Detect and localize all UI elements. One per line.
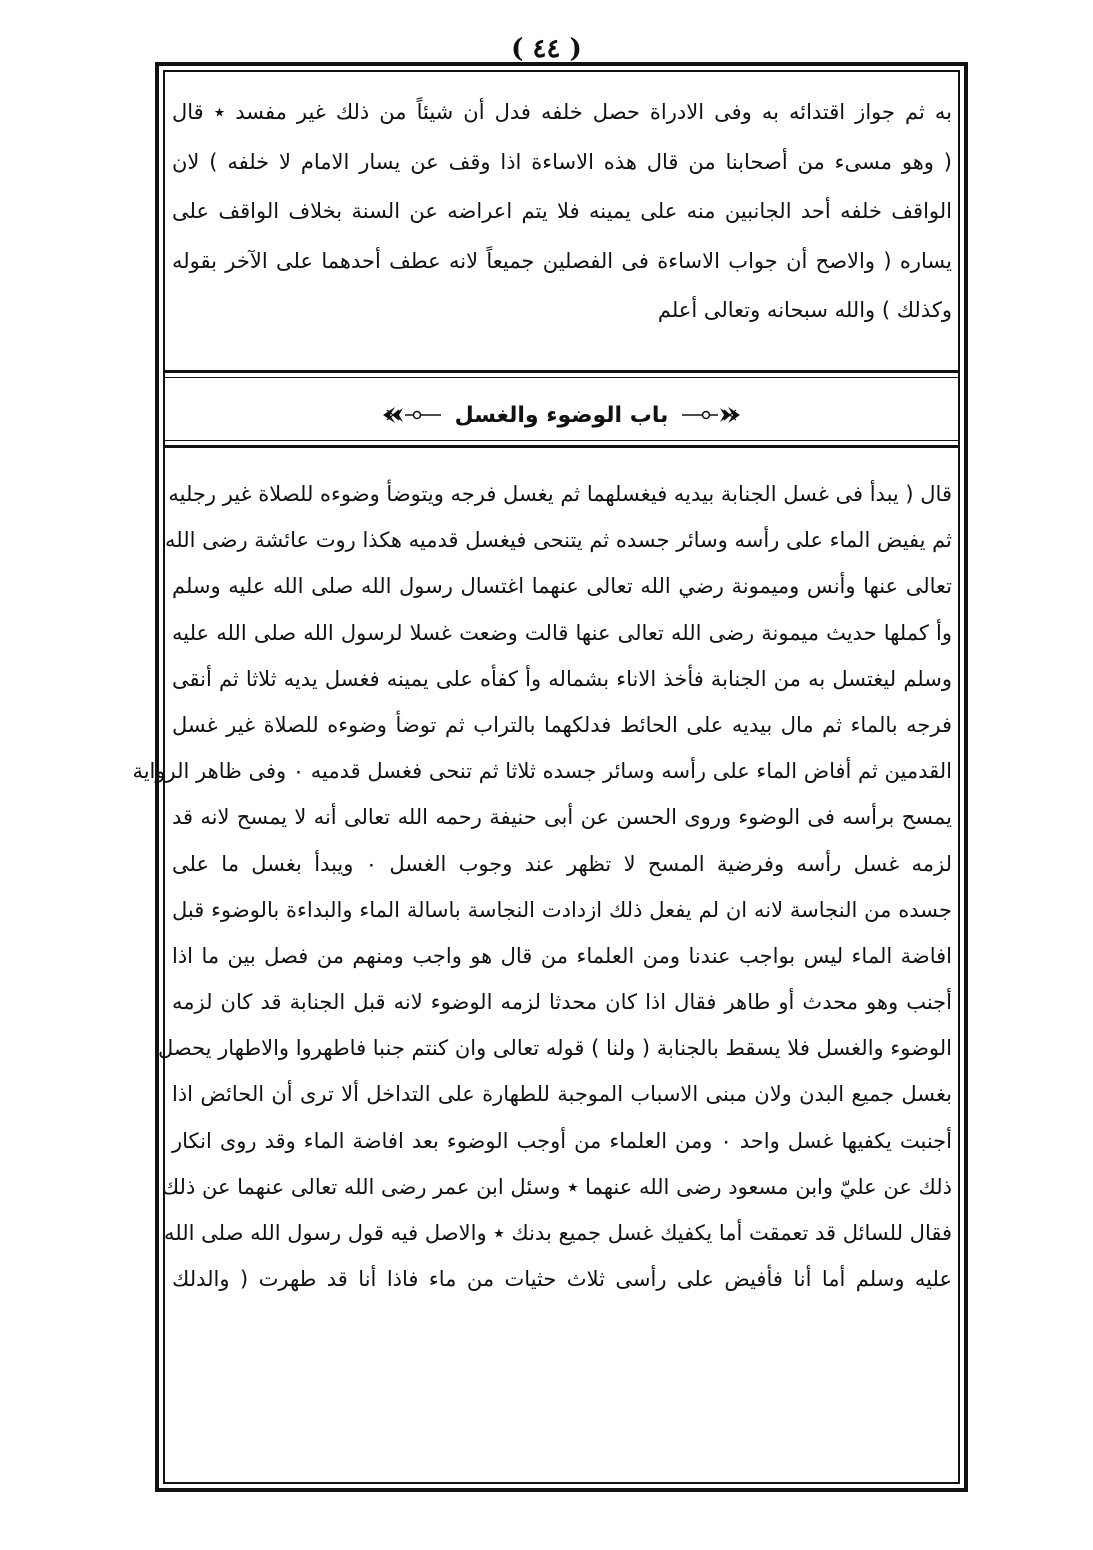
- text-line: فقال للسائل قد تعمقت أما يكفيك غسل جميع بدنك ٭ والاصل فيه قول رسول الله صلى الله: [164, 1221, 952, 1245]
- divider-rule: [163, 440, 960, 441]
- chapter-title: باب الوضوء والغسل: [454, 402, 669, 428]
- text-line: أجنبت يكفيها غسل واحد ٠ ومن العلماء من أوجب الوضوء بعد افاضة الماء وقد روى انكار: [172, 1128, 952, 1153]
- text-line: تعالى عنها وأنس وميمونة رضي الله تعالى عنهما اغتسال رسول الله صلى الله عليه وسلم: [172, 574, 952, 599]
- text-line: الواقف خلفه أحد الجانبين منه على يمينه فلا يتم اعراضه عن السنة بخلاف الواقف على: [172, 199, 952, 223]
- previous-section-text: [172, 88, 952, 336]
- text-line: أجنب وهو محدث أو طاهر فقال اذا كان محدثا لزمه الوضوء لانه قبل الجنابة قد كان لزمه: [172, 990, 952, 1015]
- text-line: به ثم جواز اقتدائه به وفى الادراة حصل خلفه فدل أن شيئاً من ذلك غير مفسد ٭ قال: [172, 100, 952, 124]
- text-line: لزمه غسل رأسه وفرضية المسح لا تظهر عند وجوب الغسل ٠ ويبدأ بغسل ما على: [172, 851, 952, 876]
- divider-rule: [163, 377, 960, 378]
- text-line: الوضوء والغسل فلا يسقط بالجنابة ( ولنا ) قوله تعالى وان كنتم جنبا فاطهروا والاطهار يحصل: [157, 1036, 952, 1061]
- text-line: عليه وسلم أما أنا فأفيض على رأسى ثلاث حثيات من ماء فاذا أنا قد طهرت ( والدلك: [172, 1267, 952, 1292]
- text-line: يمسح برأسه فى الوضوء وروى الحسن عن أبى حنيفة رحمه الله تعالى أنه لا يمسح لانه قد: [172, 805, 952, 830]
- chapter-heading: [163, 393, 960, 437]
- divider-rule: [163, 370, 960, 373]
- text-line: بغسل جميع البدن ولان مبنى الاسباب الموجبة للطهارة على التداخل ألا ترى أن الحائض اذا: [172, 1082, 952, 1107]
- text-line: جسده من النجاسة لانه ان لم يفعل ذلك ازدادت النجاسة باسالة الماء والبداءة بالوضوء قبل: [172, 897, 952, 922]
- chapter-body-text: [132, 471, 952, 1302]
- text-line: ذلك عن عليّ وابن مسعود رضى الله عنهما ٭ وسئل ابن عمر رضى الله تعالى عنهما عن ذلك: [161, 1174, 952, 1199]
- page-number: ( ٤٤ ): [511, 34, 582, 64]
- text-line: وكذلك ) والله سبحانه وتعالى أعلم: [657, 298, 952, 322]
- text-line: ثم يفيض الماء على رأسه وسائر جسده ثم يتنحى فيغسل قدميه هكذا روت عائشة رضى الله: [165, 528, 952, 553]
- text-line: فرجه بالماء ثم مال بيديه على الحائط فدلكهما بالتراب ثم توضأ وضوءه للصلاة غير غسل: [172, 712, 952, 737]
- text-line: افاضة الماء ليس بواجب عندنا ومن العلماء من قال هو واجب ومنهم من فصل بين ما اذا: [172, 943, 952, 968]
- divider-rule: [163, 445, 960, 448]
- ornament-left-icon: [381, 405, 443, 425]
- text-line: وسلم ليغتسل به من الجنابة فأخذ الاناء بشماله وأ كفأه على يمينه فغسل يديه ثلاثا ثم أنقى: [172, 666, 952, 691]
- text-line: وأ كملها حديث ميمونة رضى الله تعالى عنها قالت وضعت غسلا لرسول الله صلى الله عليه: [172, 620, 952, 645]
- text-line: ( وهو مسىء من أصحابنا من قال هذه الاساءة اذا وقف عن يسار الامام لا خلفه ) لان: [172, 149, 952, 174]
- text-line: يساره ( والاصح أن جواب الاساءة فى الفصلين جميعاً لانه عطف أحدهما على الآخر بقوله: [172, 248, 952, 273]
- text-line: القدمين ثم أفاض الماء على رأسه وسائر جسده ثلاثا ثم تنحى فغسل قدميه ٠ وفى ظاهر الرواية: [132, 759, 952, 784]
- text-line: قال ( يبدأ فى غسل الجنابة بيديه فيغسلهما ثم يغسل فرجه ويتوضأ وضوءه للصلاة غير رجليه: [168, 482, 952, 506]
- ornament-right-icon: [680, 405, 742, 425]
